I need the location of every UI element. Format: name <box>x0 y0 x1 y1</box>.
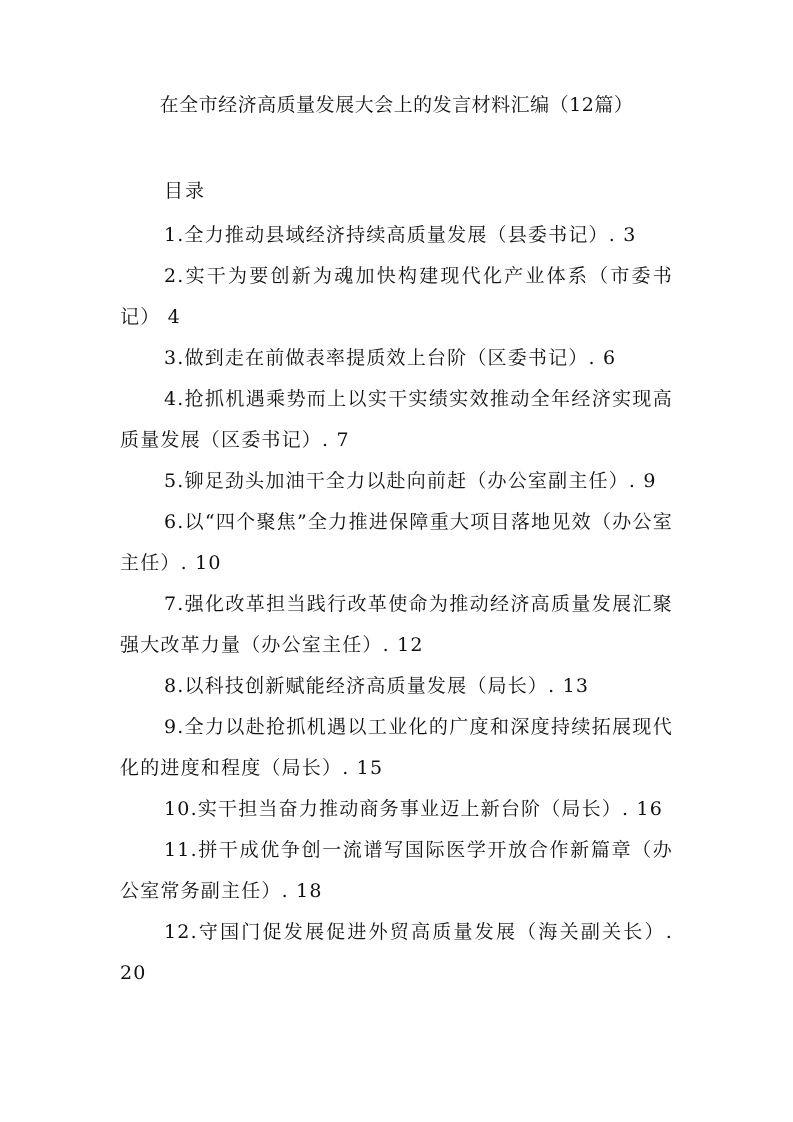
document-title: 在全市经济高质量发展大会上的发言材料汇编（12篇） <box>159 94 634 116</box>
toc-item-11[interactable]: 11.拼干成优争创一流谱写国际医学开放合作新篇章（办公室常务副主任）. 18 <box>120 839 673 902</box>
toc-item-6[interactable]: 6.以“四个聚焦”全力推进保障重大项目落地见效（办公室主任）. 10 <box>120 511 673 574</box>
toc-item-3[interactable]: 3.做到走在前做表率提质效上台阶（区委书记）. 6 <box>164 347 617 369</box>
toc-item-7[interactable]: 7.强化改革担当践行改革使命为推动经济高质量发展汇聚强大改革力量（办公室主任）. 12 <box>120 593 673 656</box>
toc-item-12[interactable]: 12.守国门促发展促进外贸高质量发展（海关副关长）. 20 <box>120 921 673 984</box>
toc-item-2[interactable]: 2.实干为要创新为魂加快构建现代化产业体系（市委书记） 4 <box>120 265 673 328</box>
toc-heading: 目录 <box>164 180 207 202</box>
toc-item-10[interactable]: 10.实干担当奋力推动商务事业迈上新台阶（局长）. 16 <box>164 798 664 820</box>
toc-item-5[interactable]: 5.铆足劲头加油干全力以赴向前赶（办公室副主任）. 9 <box>164 470 657 492</box>
toc-item-8[interactable]: 8.以科技创新赋能经济高质量发展（局长）. 13 <box>164 675 590 697</box>
toc-item-4[interactable]: 4.抢抓机遇乘势而上以实干实绩实效推动全年经济实现高质量发展（区委书记）. 7 <box>120 388 673 451</box>
toc-item-9[interactable]: 9.全力以赴抢抓机遇以工业化的广度和深度持续拓展现代化的进度和程度（局长）. 15 <box>120 716 673 779</box>
toc-item-1[interactable]: 1.全力推动县域经济持续高质量发展（县委书记）. 3 <box>164 224 637 246</box>
table-of-contents <box>120 215 673 994</box>
